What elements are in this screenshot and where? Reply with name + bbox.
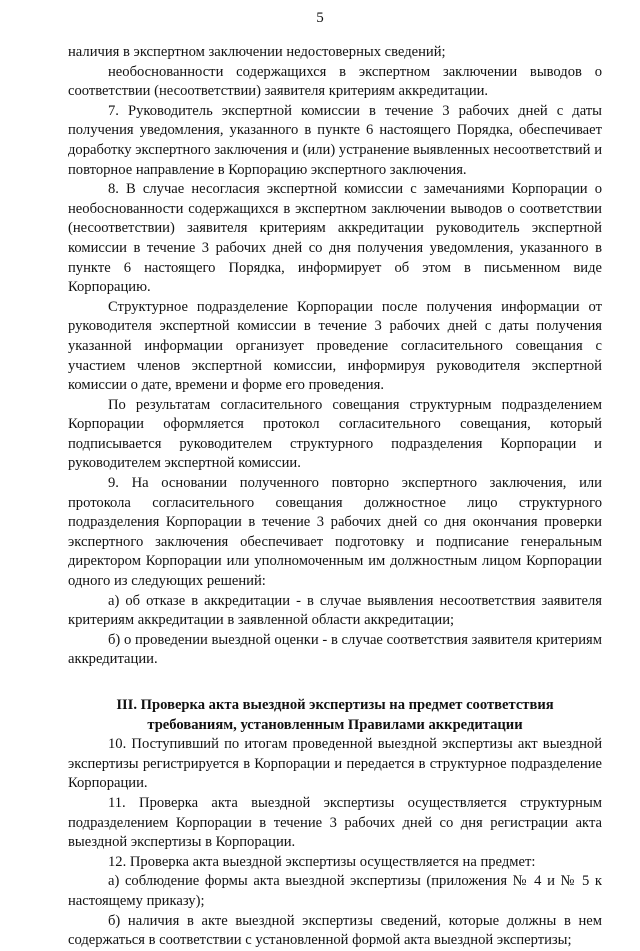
- paragraph-item-7: 7. Руководитель экспертной комиссии в течение 3 рабочих дней с даты получения уведомления, указанного в пункте 6 настоящего Порядка, обеспечивает доработку экспертного заключения и (или) устранение выявленных несоответствий и повторное направление в Корпорацию экспертного заключения.: [68, 102, 602, 178]
- paragraph-subitem-a: а) соблюдение формы акта выездной экспертизы (приложения № 4 и № 5 к настоящему приказу);: [68, 873, 602, 909]
- paragraph-subitem-b: б) о проведении выездной оценки - в случае соответствия заявителя критериям аккредитации.: [68, 631, 602, 668]
- paragraph-subitem-a: а) об отказе в аккредитации - в случае выявления несоответствия заявителя критериям аккредитации в заявленной области аккредитации;: [68, 592, 602, 629]
- section-heading-line: III. Проверка акта выездной экспертизы на предмет соответствия: [116, 697, 554, 713]
- paragraph-item-12: 12. Проверка акта выездной экспертизы осуществляется на предмет:: [108, 853, 536, 870]
- paragraph-item-10: 10. Поступивший по итогам проведенной выездной экспертизы акт выездной экспертизы регистрируется в Корпорации и передается в структурное подразделение Корпорации.: [68, 736, 602, 792]
- paragraph: наличия в экспертном заключении недостоверных сведений;: [68, 44, 446, 60]
- paragraph: По результатам согласительного совещания структурным подразделением Корпорации оформляется протокол согласительного совещания, который подписывается руководителем структурного подразделения Корпорации и руководителем экспертной комиссии.: [68, 396, 602, 472]
- paragraph-item-11: 11. Проверка акта выездной экспертизы осуществляется структурным подразделением Корпорации в течение 3 рабочих дней со дня регистрации акта выездной экспертизы в Корпорации.: [68, 794, 602, 851]
- section-heading: [68, 696, 602, 735]
- paragraph-item-8: 8. В случае несогласия экспертной комиссии с замечаниями Корпорации о необоснованности содержащихся в экспертном заключении выводов о соответствии (несоответствии) заявителя критериям аккредитации руководитель экспертной комиссии в течение 3 рабочих дней со дня получения уведомления, указанного в пункте 6 настоящего Порядка, информирует об этом в письменном виде Корпорацию.: [68, 181, 602, 296]
- page-number: 5: [316, 10, 324, 26]
- paragraph: необоснованности содержащихся в экспертном заключении выводов о соответствии (несоответствии) заявителя критериям аккредитации.: [68, 63, 602, 100]
- paragraph: Структурное подразделение Корпорации после получения информации от руководителя экспертной комиссии в течение 3 рабочих дней с даты получения указанной информации организует проведение согласительного совещания с участием членов экспертной комиссии, информируя руководителя экспертной комиссии о дате, времени и форме его проведения.: [68, 298, 602, 394]
- paragraph-item-9: 9. На основании полученного повторно экспертного заключения, или протокола согласительного совещания должностное лицо структурного подразделения Корпорации в течение 3 рабочих дней со дня окончания проверки экспертного заключения обеспечивает подготовку и подписание генеральным директором Корпорации или уполномоченным им должностным лицом Корпорации одного из следующих решений:: [68, 475, 602, 590]
- paragraph-subitem-b: б) наличия в акте выездной экспертизы сведений, которые должны в нем содержаться в соответствии с установленной формой акта выездной экспертизы;: [68, 912, 602, 949]
- document-body: [68, 43, 602, 951]
- section-heading-line: требованиям, установленным Правилами аккредитации: [147, 716, 523, 733]
